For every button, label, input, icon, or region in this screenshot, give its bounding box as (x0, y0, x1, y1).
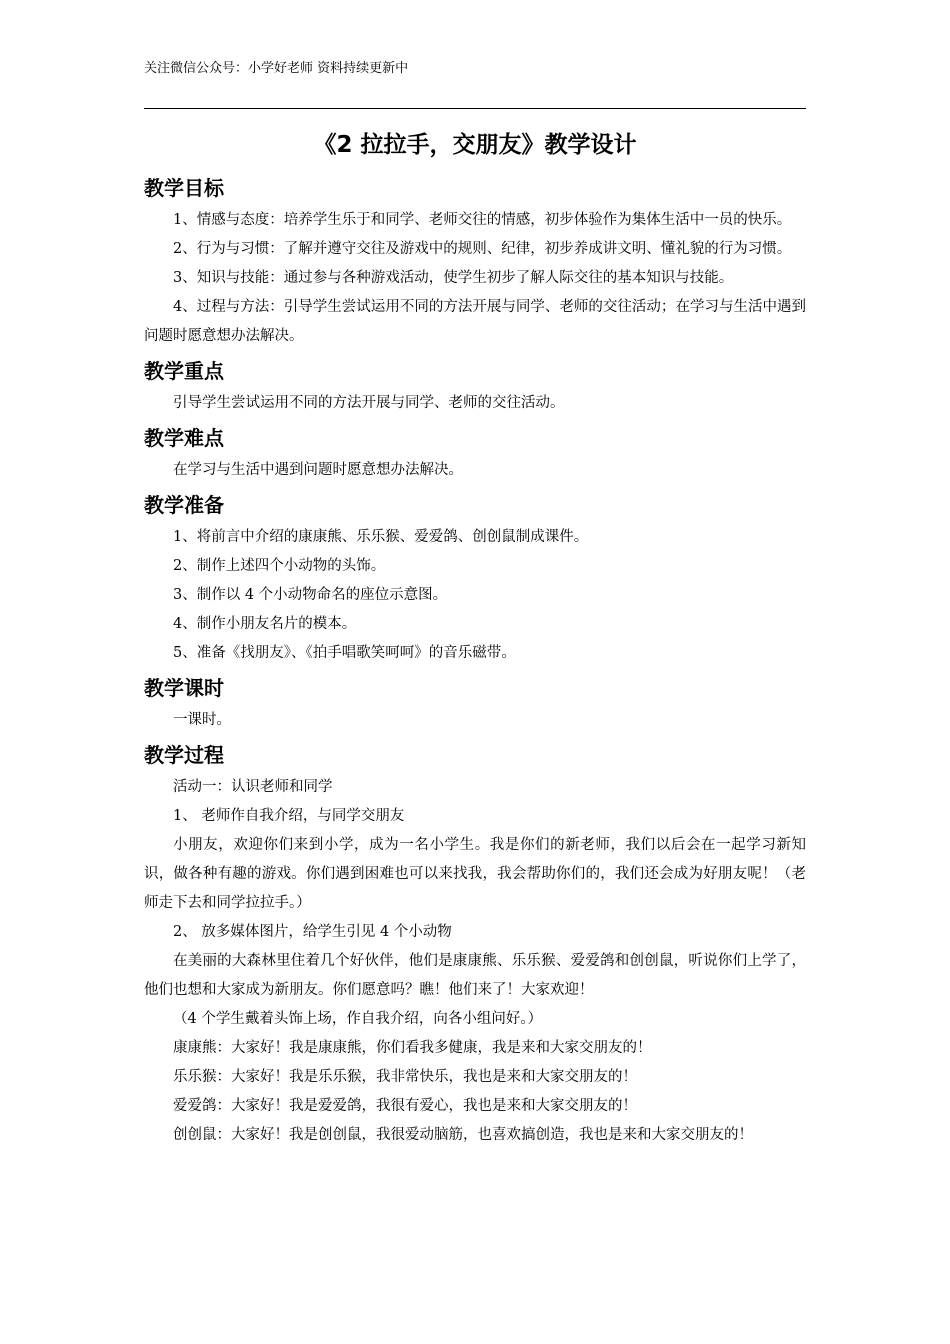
header-note: 关注微信公众号：小学好老师 资料持续更新中 (144, 61, 409, 76)
document-title: 《2 拉拉手，交朋友》教学设计 (313, 132, 637, 158)
process-paragraph: 康康熊：大家好！我是康康熊，你们看我多健康，我是来和大家交朋友的！ (173, 1040, 652, 1056)
goal-item: 4、过程与方法：引导学生尝试运用不同的方法开展与同学、老师的交往活动；在学习与生活中遇到问题时愿意想办法解决。 (144, 299, 806, 344)
key-points-text: 引导学生尝试运用不同的方法开展与同学、老师的交往活动。 (173, 395, 565, 411)
header-divider (144, 108, 806, 109)
process-paragraph: 活动一：认识老师和同学 (173, 779, 333, 795)
hours-text: 一课时。 (173, 712, 231, 728)
process-paragraph: 2、 放多媒体图片，给学生引见 4 个小动物 (173, 924, 452, 940)
section-heading-hours: 教学课时 (144, 676, 224, 700)
preparation-item: 3、制作以 4 个小动物命名的座位示意图。 (173, 587, 448, 603)
process-paragraph: 在美丽的大森林里住着几个好伙伴，他们是康康熊、乐乐猴、爱爱鸽和创创鼠，听说你们上学了，他们也想和大家成为新朋友。你们愿意吗？瞧！他们来了！大家欢迎！ (144, 953, 806, 998)
difficulties-text: 在学习与生活中遇到问题时愿意想办法解决。 (173, 462, 463, 478)
process-paragraph: 1、 老师作自我介绍，与同学交朋友 (173, 808, 405, 824)
section-heading-key-points: 教学重点 (144, 359, 224, 383)
preparation-item: 2、制作上述四个小动物的头饰。 (173, 558, 386, 574)
process-paragraph: 乐乐猴：大家好！我是乐乐猴，我非常快乐，我也是来和大家交朋友的！ (173, 1069, 637, 1085)
section-heading-process: 教学过程 (144, 743, 224, 767)
preparation-item: 1、将前言中介绍的康康熊、乐乐猴、爱爱鸽、创创鼠制成课件。 (173, 529, 589, 545)
section-heading-difficulties: 教学难点 (144, 426, 224, 450)
document-body (144, 168, 806, 1150)
section-heading-goals: 教学目标 (144, 176, 224, 200)
preparation-item: 5、准备《找朋友》、《拍手唱歌笑呵呵》的音乐磁带。 (173, 645, 516, 661)
section-heading-preparation: 教学准备 (144, 493, 224, 517)
process-paragraph: 创创鼠：大家好！我是创创鼠，我很爱动脑筋，也喜欢搞创造，我也是来和大家交朋友的！ (173, 1127, 753, 1143)
process-paragraph: 小朋友，欢迎你们来到小学，成为一名小学生。我是你们的新老师，我们以后会在一起学习新知识，做各种有趣的游戏。你们遇到困难也可以来找我，我会帮助你们的，我们还会成为好朋友呢！（老师走下去和同学拉拉手。） (144, 837, 806, 911)
goal-item: 1、情感与态度：培养学生乐于和同学、老师交往的情感，初步体验作为集体生活中一员的快乐。 (173, 212, 792, 228)
process-paragraph: 爱爱鸽：大家好！我是爱爱鸽，我很有爱心，我也是来和大家交朋友的！ (173, 1098, 637, 1114)
goal-item: 2、行为与习惯：了解并遵守交往及游戏中的规则、纪律，初步养成讲文明、懂礼貌的行为习惯。 (173, 241, 792, 257)
process-paragraph: （4 个学生戴着头饰上场，作自我介绍，向各小组问好。） (173, 1011, 543, 1027)
goal-item: 3、知识与技能：通过参与各种游戏活动，使学生初步了解人际交往的基本知识与技能。 (173, 270, 734, 286)
preparation-item: 4、制作小朋友名片的模本。 (173, 616, 357, 632)
